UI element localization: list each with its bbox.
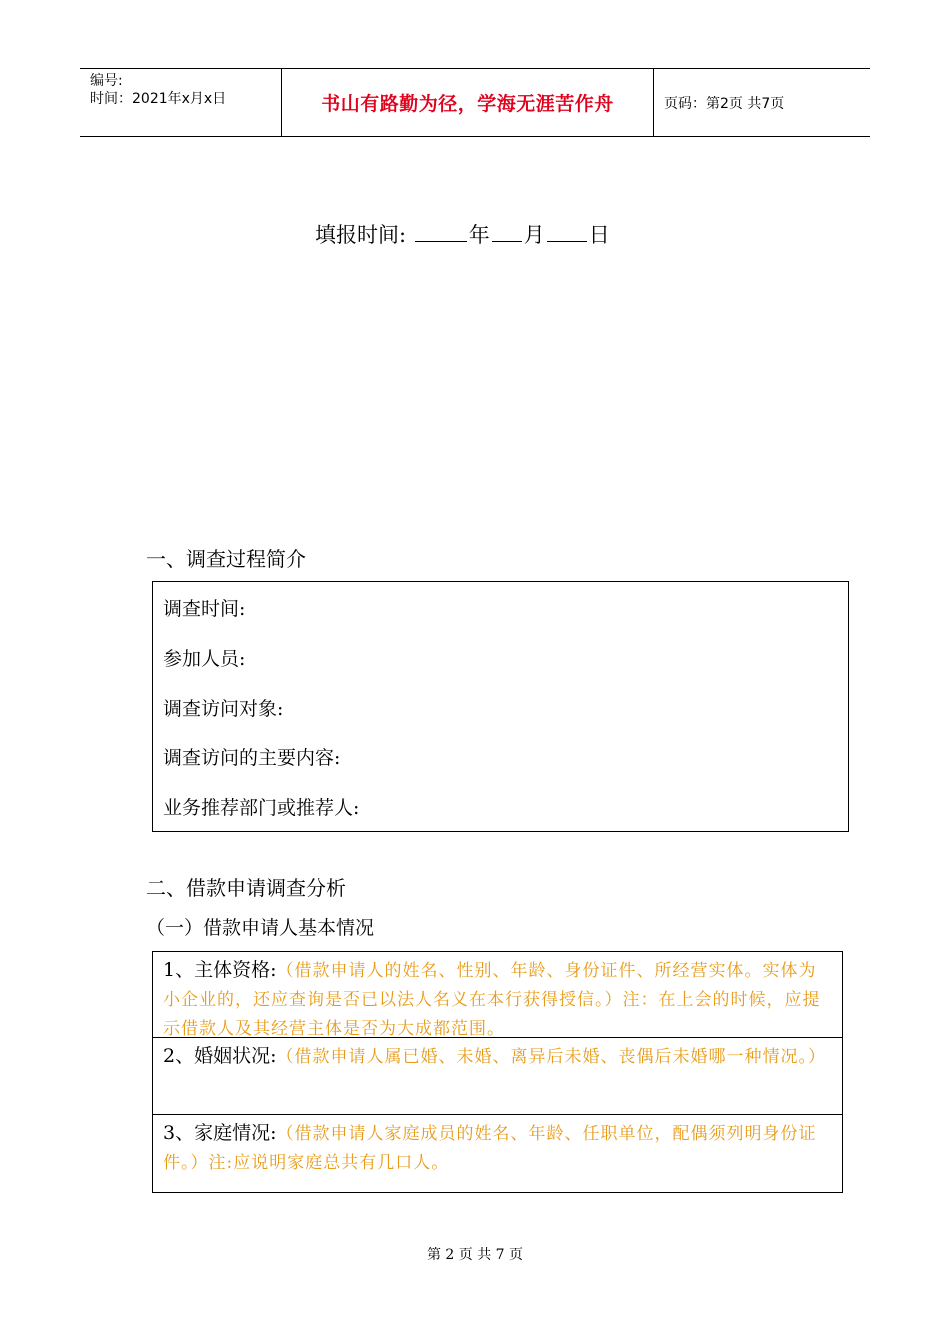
header-page-number: 页码：第2页 共7页 bbox=[664, 95, 785, 112]
qualification-label: 1、主体资格: bbox=[163, 959, 277, 981]
month-text: 月 bbox=[523, 223, 545, 247]
day-text: 日 bbox=[588, 223, 610, 247]
marital-status-cell bbox=[153, 1038, 842, 1115]
day-blank bbox=[547, 219, 587, 242]
referrer-label: 业务推荐部门或推荐人: bbox=[163, 797, 360, 819]
family-status-cell bbox=[153, 1115, 842, 1192]
header-motto: 书山有路勤为径，学海无涯苦作舟 bbox=[321, 93, 614, 115]
document-header bbox=[80, 68, 870, 137]
header-page-cell bbox=[654, 69, 870, 136]
marital-status-note: （借款申请人属已婚、未婚、离异后未婚、丧偶后未婚哪一种情况。） bbox=[276, 1047, 826, 1067]
month-blank bbox=[492, 219, 522, 242]
marital-status-label: 2、婚姻状况: bbox=[163, 1045, 277, 1067]
section2-title: 二、借款申请调查分析 bbox=[146, 876, 346, 900]
family-status-label: 3、家庭情况: bbox=[163, 1122, 277, 1144]
section2-subtitle: （一）借款申请人基本情况 bbox=[146, 917, 375, 939]
header-motto-cell bbox=[282, 69, 654, 136]
survey-time-label: 调查时间: bbox=[163, 598, 246, 620]
year-text: 年 bbox=[468, 223, 490, 247]
interviewee-label: 调查访问对象: bbox=[163, 698, 284, 720]
qualification-note: （借款申请人的姓名、性别、年龄、身份证件、所经营实体。实体为小企业的，还应查询是否已以法人名义在本行获得授信。）注：在上会的时候，应提示借款人及其经营主体是否为大成都范围。 bbox=[163, 961, 821, 1039]
fill-date-line bbox=[315, 219, 610, 250]
interview-content-label: 调查访问的主要内容: bbox=[163, 747, 341, 769]
section1-title: 一、调查过程简介 bbox=[146, 547, 306, 571]
header-meta-cell bbox=[80, 69, 282, 136]
document-date-label: 时间：2021年x月x日 bbox=[90, 91, 227, 107]
year-blank bbox=[415, 219, 467, 242]
fill-date-label: 填报时间: bbox=[315, 223, 407, 247]
page-footer: 第 2 页 共 7 页 bbox=[426, 1247, 524, 1263]
applicant-info-box bbox=[152, 951, 843, 1193]
qualification-cell bbox=[153, 952, 842, 1038]
family-status-note: （借款申请人家庭成员的姓名、年龄、任职单位，配偶须列明身份证件。）注:应说明家庭总共有几口人。 bbox=[163, 1124, 817, 1173]
document-number-label: 编号: bbox=[90, 73, 123, 89]
participants-label: 参加人员: bbox=[163, 648, 246, 670]
survey-process-box bbox=[152, 581, 849, 832]
